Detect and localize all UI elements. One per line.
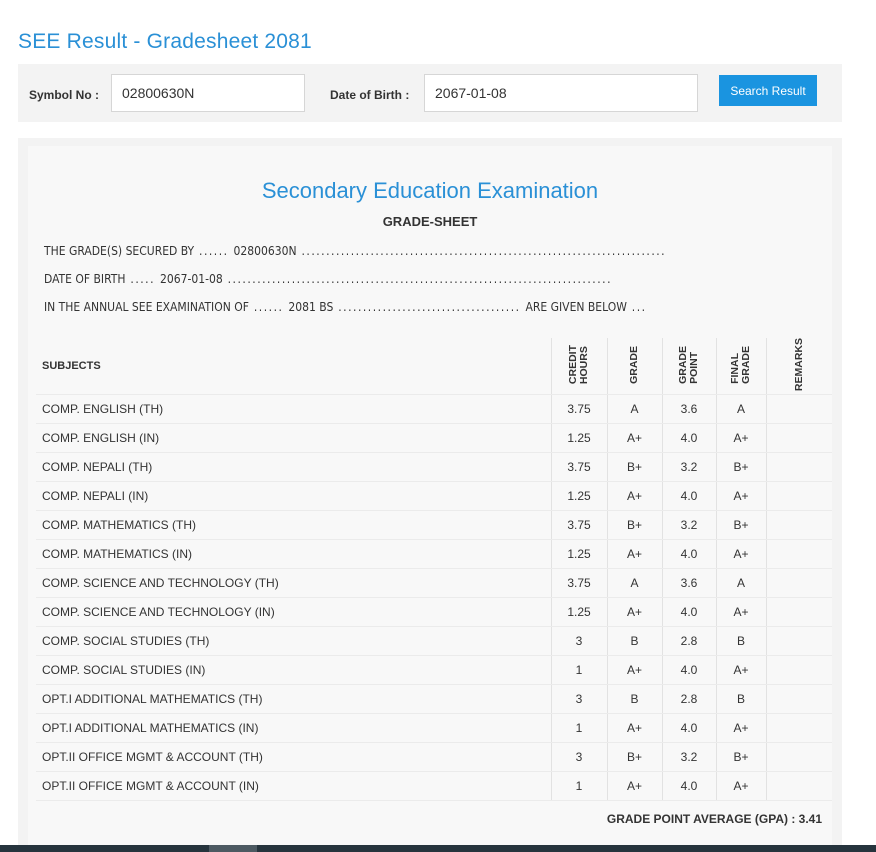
grades-body [36,395,832,801]
header-point-line2: POINT [688,351,700,384]
cell-final-grade: A+ [716,540,766,569]
cell-grade: A+ [607,656,662,685]
header-grade-text: GRADE [628,345,640,384]
cell-final-grade: B+ [716,453,766,482]
cell-grade-point: 4.0 [662,656,716,685]
info-dob-value: 2067-01-08 [159,272,223,286]
cell-final-grade: A+ [716,424,766,453]
cell-remarks [766,482,832,511]
cell-remarks [766,627,832,656]
cell-grade: A+ [607,714,662,743]
cell-grade: B [607,627,662,656]
cell-credit-hours: 1.25 [551,598,607,627]
info-exam-prefix: IN THE ANNUAL SEE EXAMINATION OF [44,300,249,314]
cell-remarks [766,424,832,453]
info-dob-prefix: DATE OF BIRTH [44,272,126,286]
cell-credit-hours: 1.25 [551,424,607,453]
header-credit-line1: CREDIT [567,345,579,385]
cell-subject: COMP. SOCIAL STUDIES (TH) [36,627,551,656]
grades-table [36,338,832,801]
cell-subject: COMP. MATHEMATICS (TH) [36,511,551,540]
table-row [36,627,832,656]
header-credit-hours [551,338,607,395]
info-symbol-prefix: THE GRADE(S) SECURED BY [44,244,195,258]
header-final-grade [716,338,766,395]
cell-grade-point: 3.2 [662,453,716,482]
cell-remarks [766,772,832,801]
cell-final-grade: B [716,685,766,714]
cell-credit-hours: 1.25 [551,482,607,511]
info-exam-value: 2081 BS [288,300,334,314]
cell-remarks [766,656,832,685]
cell-credit-hours: 1.25 [551,540,607,569]
cell-remarks [766,714,832,743]
header-final-line1: FINAL [729,352,741,384]
cell-subject: COMP. NEPALI (IN) [36,482,551,511]
cell-final-grade: A+ [716,598,766,627]
cell-grade-point: 4.0 [662,714,716,743]
table-row [36,772,832,801]
cell-credit-hours: 3.75 [551,395,607,424]
header-grade-point [662,338,716,395]
cell-grade-point: 2.8 [662,627,716,656]
table-row [36,714,832,743]
header-remarks-text: REMARKS [792,338,805,392]
cell-final-grade: A+ [716,772,766,801]
cell-grade: B+ [607,453,662,482]
cell-remarks [766,453,832,482]
cell-grade-point: 3.6 [662,395,716,424]
cell-grade-point: 3.6 [662,569,716,598]
search-result-button[interactable]: Search Result [719,75,817,106]
table-row [36,598,832,627]
header-credit-line2: HOURS [578,346,590,385]
table-row [36,540,832,569]
cell-credit-hours: 1 [551,714,607,743]
cell-subject: COMP. ENGLISH (TH) [36,395,551,424]
cell-grade-point: 4.0 [662,424,716,453]
info-line-dob: DATE OF BIRTH ..... 2067-01-08 .............................................................................. [44,272,612,286]
cell-grade-point: 3.2 [662,511,716,540]
table-row [36,453,832,482]
table-row [36,569,832,598]
cell-remarks [766,685,832,714]
cell-final-grade: B [716,627,766,656]
scrollbar-thumb[interactable] [209,845,257,852]
cell-final-grade: A+ [716,714,766,743]
info-exam-suffix: ARE GIVEN BELOW [525,300,627,314]
grade-sheet [28,146,832,852]
cell-grade: B [607,685,662,714]
cell-grade-point: 4.0 [662,598,716,627]
cell-remarks [766,511,832,540]
cell-final-grade: A+ [716,656,766,685]
cell-credit-hours: 3.75 [551,453,607,482]
cell-subject: COMP. ENGLISH (IN) [36,424,551,453]
table-row [36,656,832,685]
table-row [36,424,832,453]
cell-grade: A+ [607,424,662,453]
cell-remarks [766,569,832,598]
exam-title: Secondary Education Examination [261,178,599,203]
header-subjects: SUBJECTS [36,338,551,395]
table-header-row [36,338,832,395]
info-symbol-value: 02800630N [233,244,297,258]
gpa-summary: GRADE POINT AVERAGE (GPA) : 3.41 [606,812,822,826]
cell-final-grade: A [716,569,766,598]
cell-final-grade: A [716,395,766,424]
cell-subject: COMP. SOCIAL STUDIES (IN) [36,656,551,685]
cell-remarks [766,540,832,569]
header-final-line2: GRADE [740,345,752,384]
cell-credit-hours: 3.75 [551,511,607,540]
dob-input[interactable] [424,74,698,112]
info-line-symbol: THE GRADE(S) SECURED BY ...... 02800630N .......................................................................... [44,244,667,258]
symbol-label: Symbol No : [29,88,100,102]
cell-subject: COMP. SCIENCE AND TECHNOLOGY (TH) [36,569,551,598]
cell-grade-point: 4.0 [662,772,716,801]
horizontal-scrollbar[interactable] [0,845,876,852]
search-form [18,64,842,122]
cell-credit-hours: 3 [551,743,607,772]
cell-grade-point: 3.2 [662,743,716,772]
cell-final-grade: A+ [716,482,766,511]
cell-grade: A+ [607,540,662,569]
cell-grade: A [607,569,662,598]
table-row [36,482,832,511]
cell-grade-point: 2.8 [662,685,716,714]
cell-grade: B+ [607,511,662,540]
cell-credit-hours: 1 [551,656,607,685]
cell-credit-hours: 3 [551,685,607,714]
cell-credit-hours: 1 [551,772,607,801]
cell-credit-hours: 3 [551,627,607,656]
header-grade [607,338,662,395]
result-panel [18,138,842,852]
header-point-line1: GRADE [677,345,689,384]
cell-subject: COMP. NEPALI (TH) [36,453,551,482]
cell-grade: A [607,395,662,424]
cell-grade-point: 4.0 [662,482,716,511]
table-row [36,685,832,714]
cell-subject: OPT.I ADDITIONAL MATHEMATICS (TH) [36,685,551,714]
cell-subject: COMP. MATHEMATICS (IN) [36,540,551,569]
info-line-exam: IN THE ANNUAL SEE EXAMINATION OF ...... 2081 BS ..................................... ARE GIVEN BELOW ... [44,300,647,314]
dob-label: Date of Birth : [330,88,410,102]
cell-remarks [766,395,832,424]
cell-grade: A+ [607,772,662,801]
cell-remarks [766,598,832,627]
cell-remarks [766,743,832,772]
symbol-input[interactable] [111,74,305,112]
cell-subject: OPT.II OFFICE MGMT & ACCOUNT (TH) [36,743,551,772]
cell-grade: A+ [607,482,662,511]
cell-final-grade: B+ [716,743,766,772]
cell-final-grade: B+ [716,511,766,540]
cell-subject: COMP. SCIENCE AND TECHNOLOGY (IN) [36,598,551,627]
cell-credit-hours: 3.75 [551,569,607,598]
header-remarks [766,338,832,395]
cell-grade: A+ [607,598,662,627]
page-title: SEE Result - Gradesheet 2081 [18,30,312,53]
cell-subject: OPT.II OFFICE MGMT & ACCOUNT (IN) [36,772,551,801]
table-row [36,743,832,772]
sheet-title: GRADE-SHEET [382,214,478,229]
table-row [36,511,832,540]
cell-grade-point: 4.0 [662,540,716,569]
cell-grade: B+ [607,743,662,772]
table-row [36,395,832,424]
cell-subject: OPT.I ADDITIONAL MATHEMATICS (IN) [36,714,551,743]
